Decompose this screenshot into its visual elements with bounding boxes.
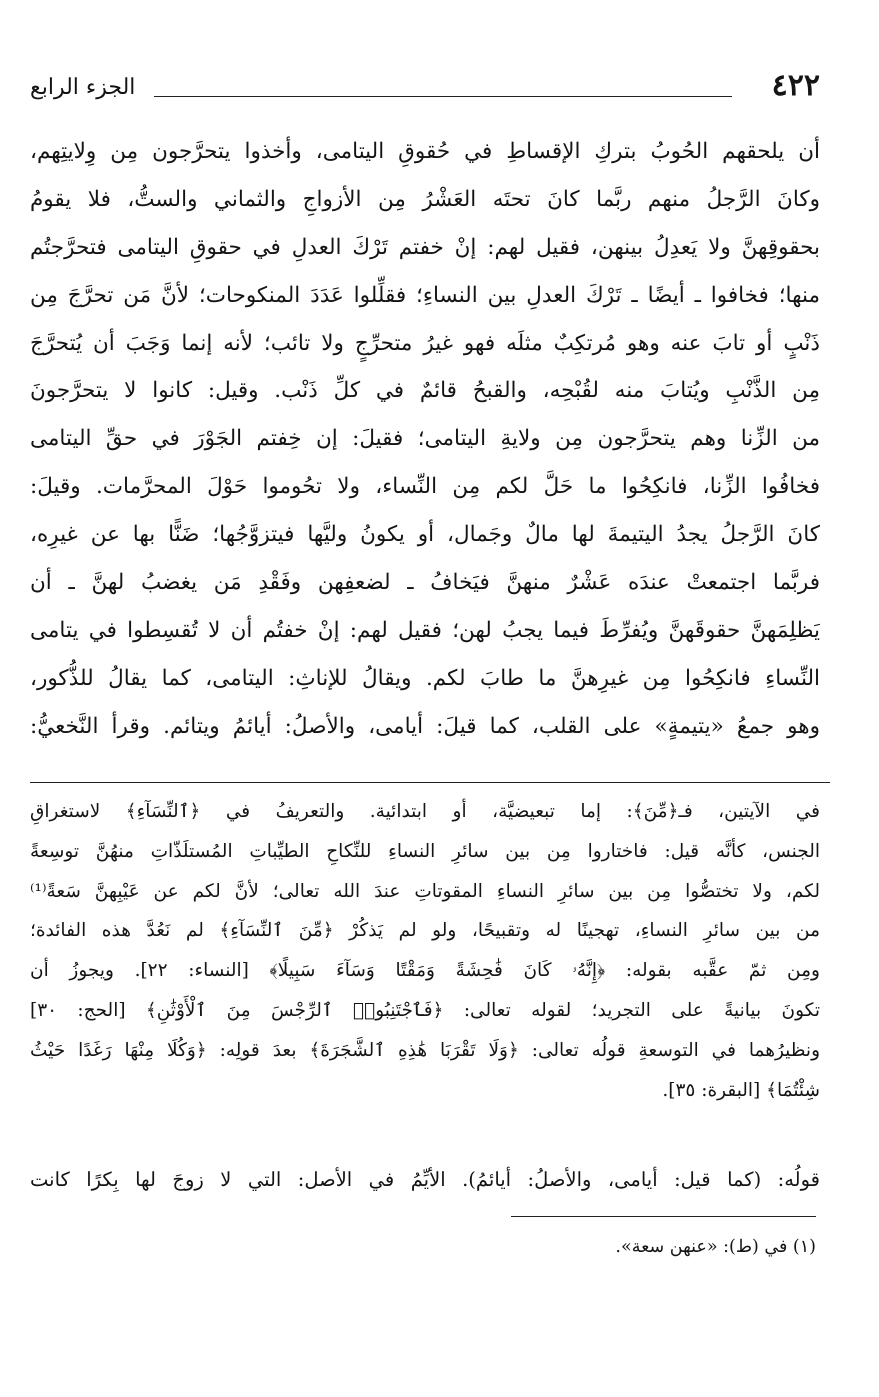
- text-line: ذَنْبٍ أو تابَ عنه وهو مُرتكِبٌ مثلَه فهو غيرُ متحرِّجٍ ولا تائب؛ لأنه إنما وَجَبَ أن يُتحرَّجَ: [30, 330, 820, 356]
- text-line: بحقوقِهنَّ ولا يَعدِلُ بينهن، فقيل لهم: إنْ خفتم تَرْكَ العدلِ في حقوقِ اليتامى فتحرَّجتُم: [30, 234, 820, 260]
- text-line: مِن الذَّنْبِ ويُتابَ منه لقُبْحِه، والقبحُ قائمٌ في كلِّ ذَنْب. وقيل: كانوا لا يتحرَّجونَ: [30, 378, 820, 404]
- closing-paragraph: [30, 1160, 820, 1200]
- commentary-divider: [30, 782, 830, 783]
- text-line: يَظلِمَهنَّ حقوقَهنَّ ويُفرِّطَ فيما يجبُ لهن؛ فقيل لهم: إنْ خفتُم أن لا تُقسِطوا في يتامى: [30, 617, 820, 643]
- commentary-line: في الآيتين، فـ﴿مِّنَ﴾: إما تبعيضيَّة، أو ابتدائية. والتعريفُ في ﴿ٱلنِّسَآءِ﴾ لاستغراقِ: [30, 801, 820, 822]
- main-text: [30, 128, 820, 751]
- text-line: من الزِّنا وهم يتحرَّجون مِن ولايةِ اليتامى؛ فقيلَ: إن خِفتم الجَوْرَ في حقِّ اليتامى: [30, 426, 820, 452]
- text-line: وهو جمعُ «يتيمةٍ» على القلب، كما قيلَ: أيامى، والأصلُ: أيائمُ ويتائم. وقرأ النَّخعيُّ:: [30, 713, 820, 739]
- text-line: أن يلحقهم الحُوبُ بتركِ الإقساطِ في حُقوقِ اليتامى، وأخذوا يتحرَّجون مِن وِلايتِهم،: [30, 139, 820, 164]
- commentary-line: من بين سائرِ النساءِ، تهجينًا له وتقبيحًا، ولو لم يَذكُرْ ﴿مِّنَ ٱلنِّسَآءِ﴾ لم نَعُدَّ هذه الفائدة؛: [30, 920, 820, 942]
- text-line: النِّساءِ فانكِحُوا مِن غيرِهنَّ ما طابَ لكم. ويقالُ للإناثِ: اليتامى، كما يقالُ للذُّكور،: [30, 665, 820, 691]
- footnote: (١) في (ط): «عنهن سعة».: [615, 1237, 816, 1257]
- commentary-text: [30, 792, 820, 1110]
- commentary-line: تكونَ بيانيةً على التجريد؛ لقوله تعالى: ﴿فَٱجْتَنِبُوا۟ ٱلرِّجْسَ مِنَ ٱلْأَوْثَٰنِ﴾ [الحج: ٣٠]: [30, 999, 820, 1021]
- text-line: فخافُوا الزِّنا، فانكِحُوا ما حَلَّ لكم مِن النِّساء، ولا تحُوموا حَوْلَ المحرَّمات. وقيلَ:: [30, 474, 820, 500]
- commentary-line: لكم، ولا تختصُّوا مِن بين سائرِ النساءِ المقوتاتِ عندَ الله تعالى؛ لأنَّ لكم عن عَيْبِهنَّ سَعةً⁽¹⁾: [30, 880, 820, 902]
- running-head: الجزء الرابع: [30, 75, 136, 100]
- closing-line: قولُه: (كما قيل: أيامى، والأصلُ: أيائمُ). الأيِّمُ في الأصل: التي لا زوجَ لها بِكرًا كانت: [30, 1168, 820, 1191]
- footnote-divider: [511, 1216, 816, 1217]
- commentary-line: شِئْتُمَا﴾ [البقرة: ٣٥].: [662, 1079, 820, 1101]
- page-number: ٤٢٢: [771, 68, 820, 103]
- text-line: فربَّما اجتمعتْ عندَه عَشْرٌ منهنَّ فيَخافُ ـ لضعفِهن وفَقْدِ مَن يغضبُ لهنَّ ـ أن: [30, 570, 820, 596]
- commentary-line: ومِن ثمّ عقَّبه بقوله: ﴿إِنَّهُۥ كَانَ فَٰحِشَةً وَمَقْتًا وَسَآءَ سَبِيلًا﴾ [النساء: ٢٢]. ويجوزُ أن: [30, 960, 820, 982]
- commentary-line: ونظيرُهما في التوسعةِ قولُه تعالى: ﴿وَلَا تَقْرَبَا هَٰذِهِ ٱلشَّجَرَةَ﴾ بعدَ قولِه: ﴿وَكُلَا مِنْهَا رَغَدًا حَيْثُ: [30, 1039, 820, 1061]
- text-line: منها؛ فخافوا ـ أيضًا ـ تَرْكَ العدلِ بين النساءِ؛ فقلِّلوا عَدَدَ المنكوحات؛ لأنَّ مَن تحرَّجَ مِن: [30, 282, 820, 308]
- page-header: [30, 66, 820, 110]
- text-line: كانَ الرَّجلُ يجدُ اليتيمةَ لها مالٌ وجَمال، أو يكونُ وليَّها فيتزوَّجُها؛ ضَنًّا بها عن غيرِه،: [30, 522, 820, 548]
- text-line: وكانَ الرَّجلُ منهم ربَّما كانَ تحتَه العَشْرُ مِن الأزواجِ والثماني والستُّ، فلا يقومُ: [30, 186, 820, 212]
- header-rule: [154, 96, 732, 97]
- commentary-line: الجنس، كأنَّه قيل: فاختاروا مِن بين سائرِ النساءِ للنِّكاحِ الطيِّباتِ المُستلَذّاتِ منهُنَّ توسِعةً: [30, 840, 820, 862]
